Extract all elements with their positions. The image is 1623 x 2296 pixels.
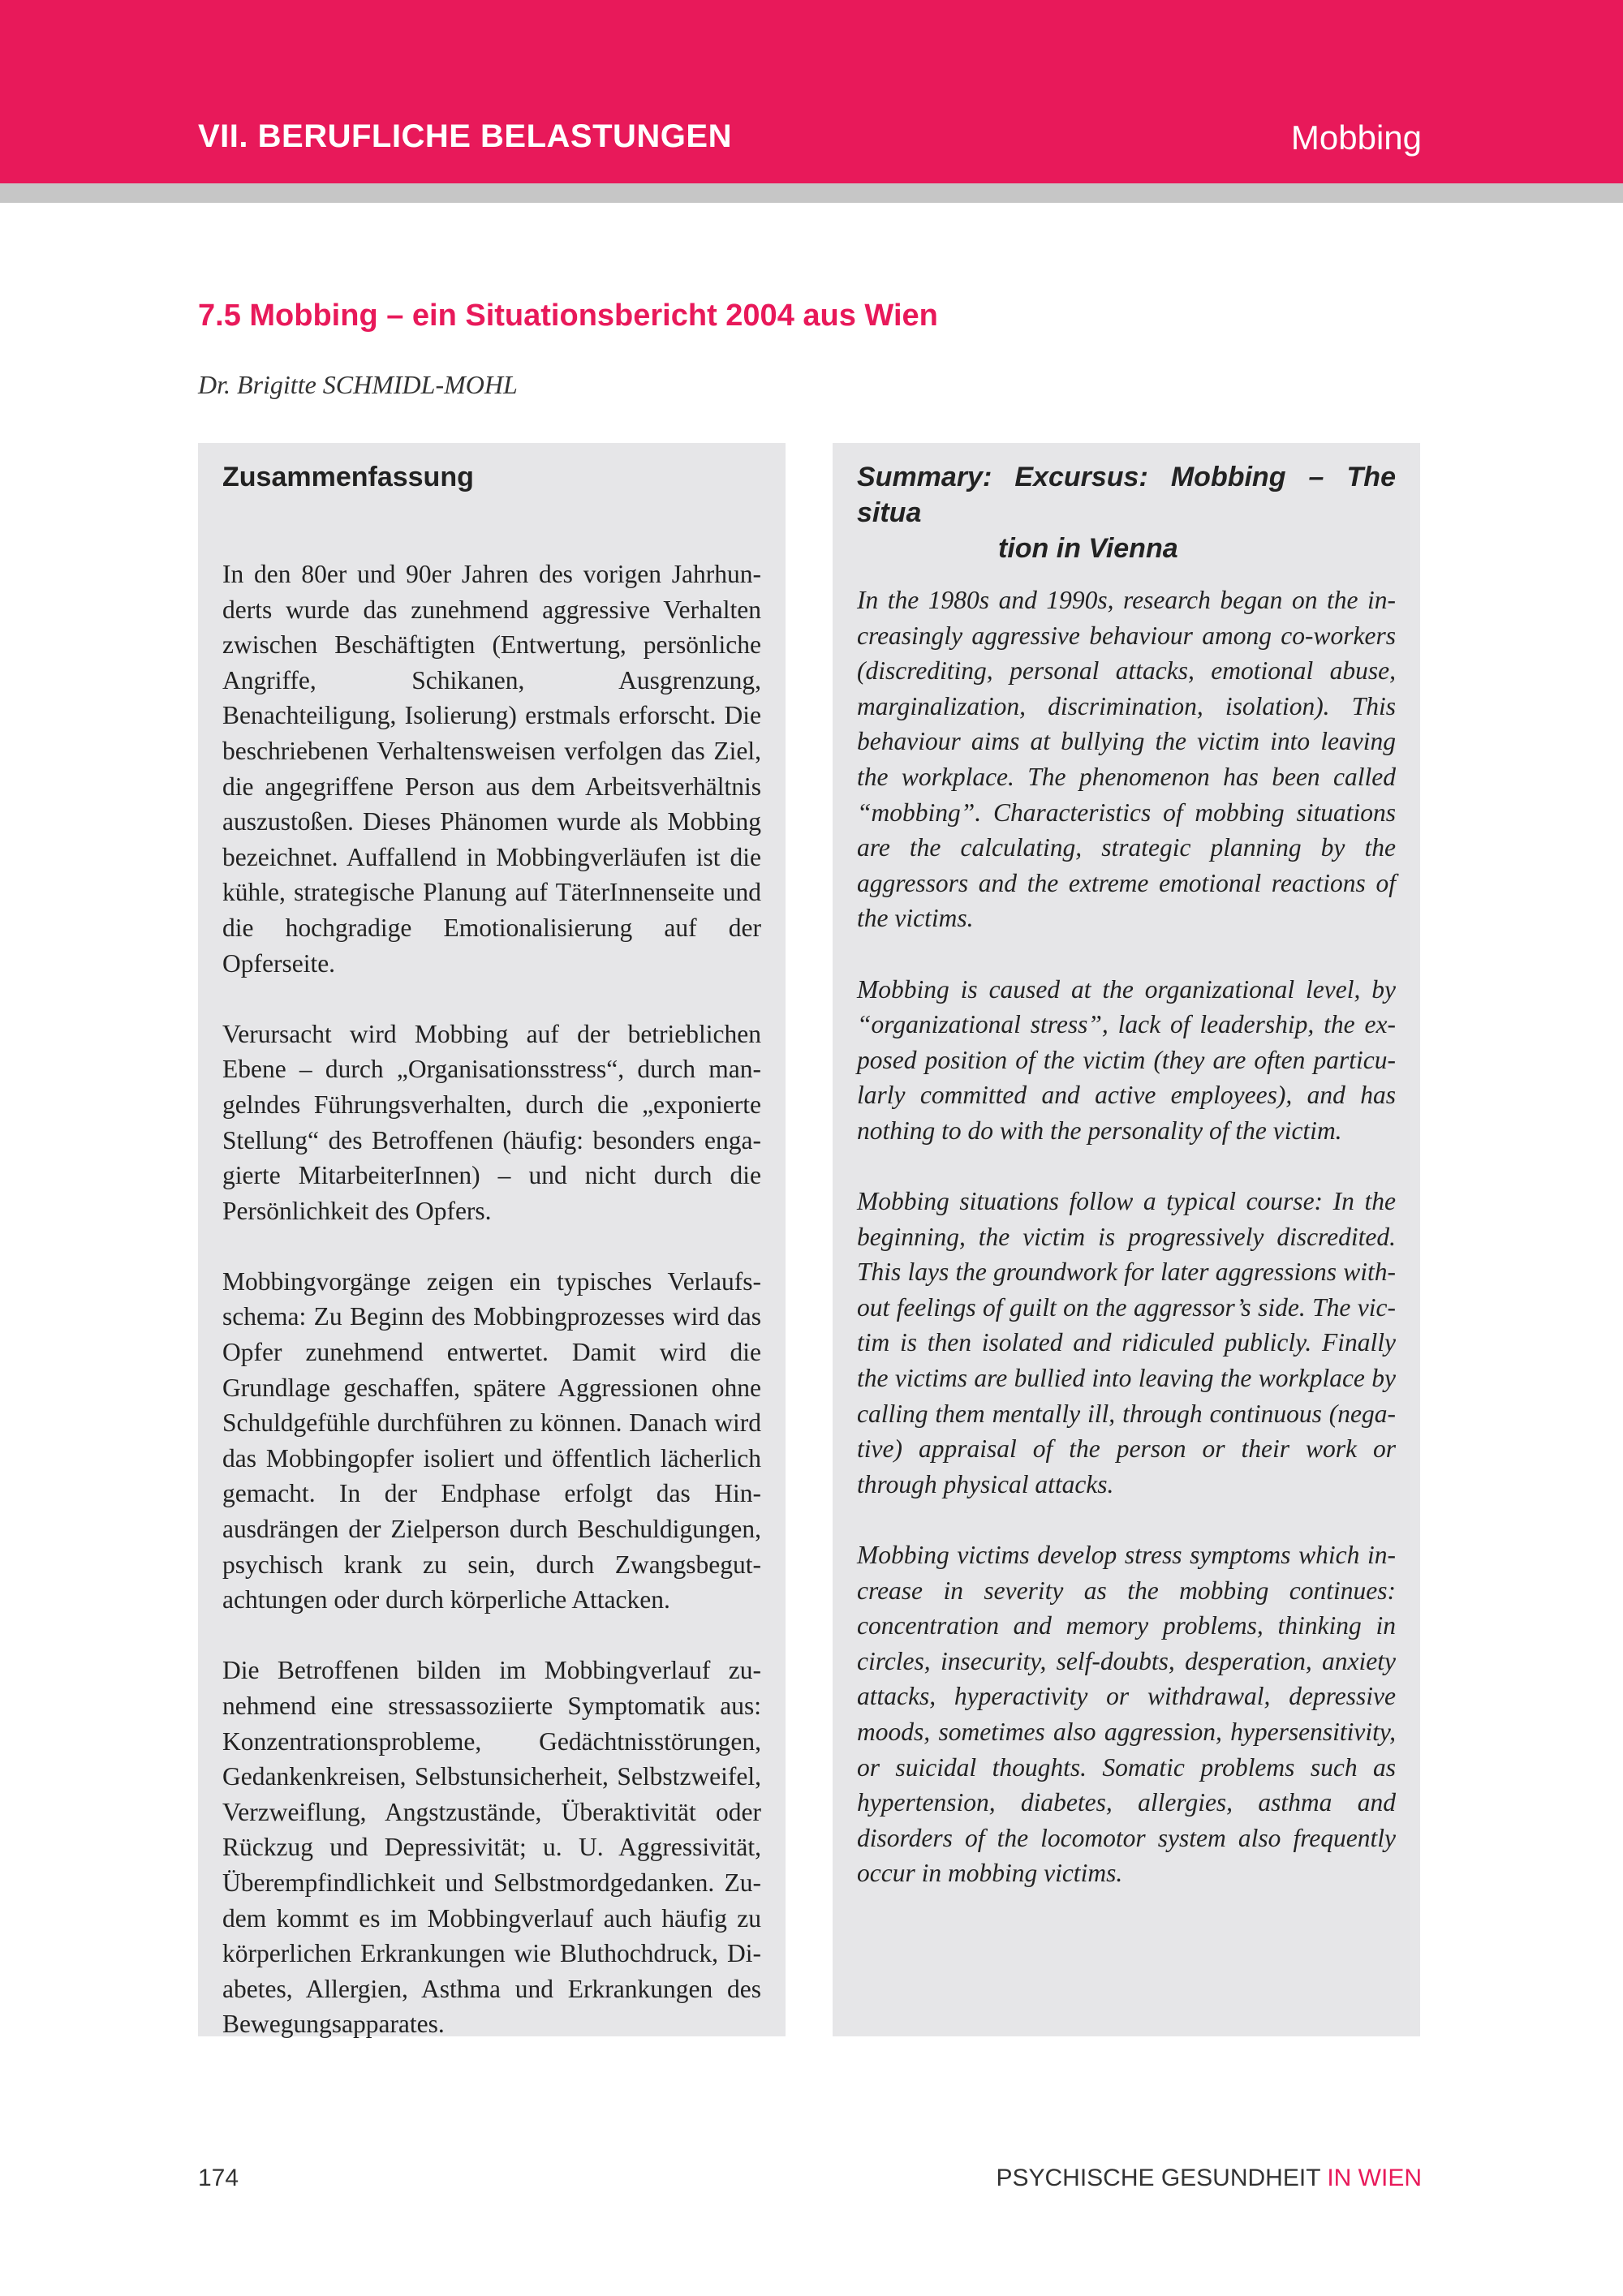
publication-title [996, 2165, 1422, 2192]
english-paragraph-3: Mobbing situations follow a typical course: In the beginning, the victim is progressively discredited. This lays the groundwork for later aggressions without feelings of guilt on the aggressor’s side. The victim is then isolated and ridiculed publicly. Finally the victims are bullied into leaving the workplace by calling them mentally ill, through continuous (negative) appraisal of the person or their work or through physical attacks. [857, 1187, 1396, 1498]
german-paragraph-3: Mobbingvorgänge zeigen ein typisches Verlaufsschema: Zu Beginn des Mobbingprozesses wird das Opfer zunehmend entwertet. Damit wird die Grundlage geschaffen, spätere Aggressionen ohne Schuldgefühle durchführen zu können. Danach wird das Mobbingopfer isoliert und öffentlich lächerlich gemacht. In der Endphase erfolgt das Hinausdrängen der Zielperson durch Beschuldigungen, psychisch krank zu sein, durch Zwangsbegutachtungen oder durch körperliche Attacken. [222, 1266, 761, 1615]
publication-title-prefix: PSYCHISCHE GESUNDHEIT [996, 2165, 1320, 2191]
german-summary-body [222, 557, 761, 2042]
page-number: 174 [198, 2165, 239, 2191]
english-heading-line-2: tion in Vienna [998, 533, 1178, 564]
german-paragraph-2: Verursacht wird Mobbing auf der betrieblichen Ebene – durch „Organisationsstress“, durch mangelndes Führungsverhalten, durch die „exponierte Stellung“ des Betroffenen (häufig: besonders engagierte MitarbeiterInnen) – und nicht durch die Persönlichkeit des Opfers. [222, 1019, 761, 1225]
section-title: 7.5 Mobbing – ein Situationsbericht 2004 aus Wien [198, 299, 938, 333]
english-paragraph-1: In the 1980s and 1990s, research began on the increasingly aggressive behaviour among co-workers (discrediting, personal attacks, emotional abuse, marginalization, discrimination, isolation). This behaviour aims at bullying the victim into leaving the workplace. The phenomenon has been called “mobbing”. Characteristics of mobbing situations are the calculating, strategic planning by the aggressors and the extreme emotional reactions of the victims. [857, 586, 1396, 933]
publication-title-accent: IN WIEN [1327, 2165, 1422, 2191]
german-paragraph-1: In den 80er und 90er Jahren des vorigen Jahrhunderts wurde das zunehmend aggressive Verhalten zwischen Beschäftigten (Entwertung, persönliche Angriffe, Schikanen, Ausgrenzung, Benachteiligung, Isolierung) erstmals erforscht. Die beschriebenen Verhaltensweisen verfolgen das Ziel, die angegriffene Person aus dem Arbeitsverhältnis auszustoßen. Dieses Phänomen wurde als Mobbing bezeichnet. Auffallend in Mobbingverläufen ist die kühle, strategische Planung auf TäterInnenseite und die hochgradige Emotionalisierung auf der Opferseite. [222, 560, 761, 978]
english-paragraph-4: Mobbing victims develop stress symptoms which increase in severity as the mobbing continues: concentration and memory problems, thinking in circles, insecurity, self-doubts, desperation, anxiety attacks, hyperactivity or withdrawal, depressive moods, sometimes also aggression, hypersensitivity, or suicidal thoughts. Somatic problems such as hypertension, diabetes, allergies, asthma and disorders of the locomotor system also frequently occur in mobbing victims. [857, 1541, 1396, 1888]
german-summary-heading: Zusammenfassung [222, 462, 474, 492]
english-heading-line-1: Summary: Excursus: Mobbing – The situa [857, 462, 1396, 528]
chapter-title: VII. BERUFLICHE BELASTUNGEN [198, 118, 732, 154]
english-summary-heading [857, 459, 1396, 566]
author-name: Dr. Brigitte SCHMIDL-MOHL [198, 370, 518, 399]
german-paragraph-4: Die Betroffenen bilden im Mobbingverlauf zunehmend eine stressassoziierte Symptomatik aus: Konzentrationsprobleme, Gedächtnisstörungen, Gedankenkreisen, Selbstunsicherheit, Selbstzweifel, Verzweiflung, Angstzustände, Überaktivität oder Rückzug und Depressivität; u. U. Aggressivität, Überempfindlichkeit und Selbstmordgedanken. Zudem kommt es im Mobbingverlauf auch häufig zu körperlichen Erkrankungen wie Bluthochdruck, Diabetes, Allergien, Asthma und Erkrankungen des Bewegungsapparates. [222, 1656, 761, 2039]
english-summary-box [833, 443, 1420, 2036]
english-summary-body [857, 583, 1396, 1891]
chapter-topic: Mobbing [1290, 118, 1422, 157]
english-paragraph-2: Mobbing is caused at the organizational level, by “organizational stress”, lack of leadership, the exposed position of the victim (they are often particularly committed and active employees), and has nothing to do with the personality of the victim. [857, 974, 1396, 1145]
header-rule [0, 183, 1623, 203]
german-summary-box [198, 443, 786, 2039]
